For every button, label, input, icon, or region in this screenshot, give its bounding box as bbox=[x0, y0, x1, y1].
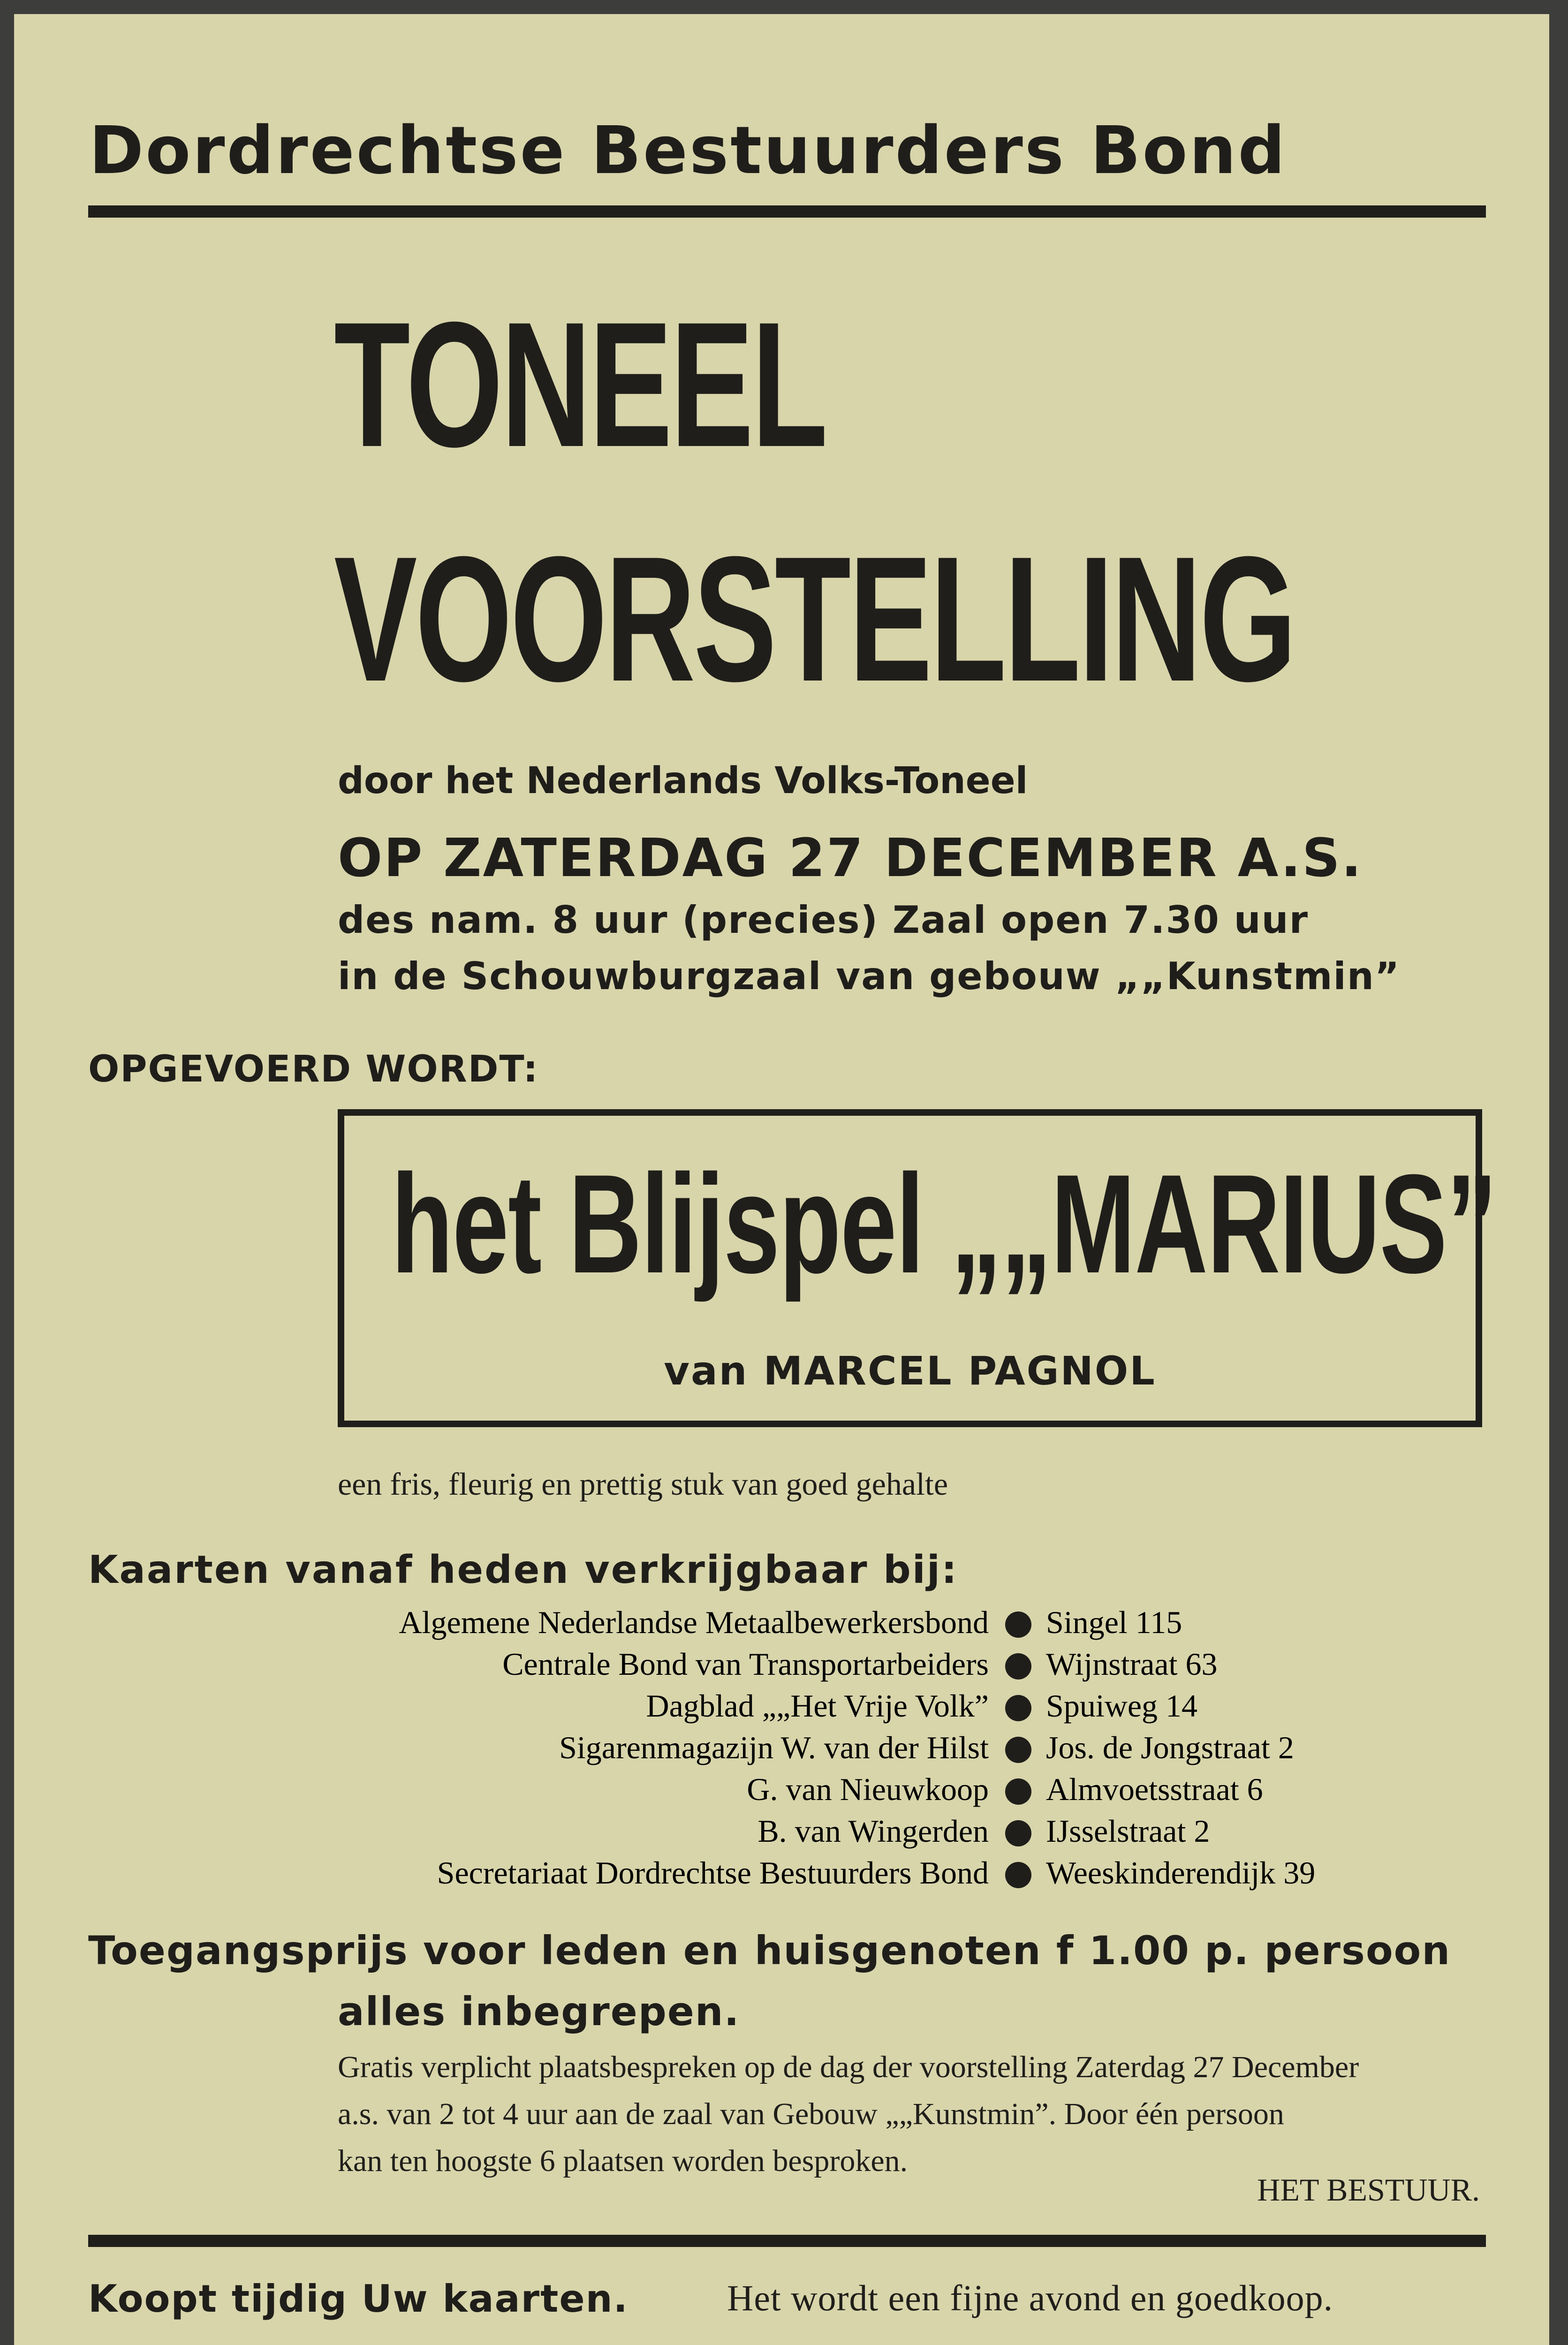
signature: HET BESTUUR. bbox=[1257, 2172, 1480, 2208]
vendor-name: Sigarenmagazijn W. van der Hilst bbox=[559, 1730, 989, 1765]
vendor-name: G. van Nieuwkoop bbox=[747, 1771, 989, 1807]
title-line-1: TONEEL bbox=[334, 285, 826, 484]
staged-label: OPGEVOERD WORDT: bbox=[88, 1048, 539, 1090]
bullet-icon bbox=[1005, 1695, 1031, 1721]
bullet-icon bbox=[1005, 1820, 1031, 1846]
top-divider bbox=[88, 205, 1486, 218]
bullet-icon bbox=[1005, 1611, 1031, 1638]
tickets-heading: Kaarten vanaf heden verkrijgbaar bij: bbox=[88, 1548, 958, 1592]
time-line: des nam. 8 uur (precies) Zaal open 7.30 uur bbox=[338, 898, 1309, 942]
vendor-address: Weeskinderendijk 39 bbox=[1046, 1855, 1316, 1891]
reservation-note-3: kan ten hoogste 6 plaatsen worden besproken. bbox=[338, 2144, 908, 2178]
vendor-name: Centrale Bond van Transportarbeiders bbox=[502, 1646, 989, 1682]
price-line-1: Toegangsprijs voor leden en huisgenoten f 1.00 p. persoon bbox=[88, 1928, 1451, 1974]
play-author: van MARCEL PAGNOL bbox=[664, 1348, 1156, 1394]
play-box bbox=[338, 1109, 1497, 1427]
bullet-icon bbox=[1005, 1653, 1031, 1679]
play-title: het Blijspel „„MARIUS” bbox=[391, 1145, 1497, 1302]
reservation-note-2: a.s. van 2 tot 4 uur aan de zaal van Gebouw „„Kunstmin”. Door één persoon bbox=[338, 2097, 1284, 2131]
venue-line: in de Schouwburgzaal van gebouw „„Kunstmin” bbox=[338, 954, 1401, 998]
vendor-address: Jos. de Jongstraat 2 bbox=[1046, 1730, 1294, 1765]
price-line-2: alles inbegrepen. bbox=[338, 1989, 740, 2035]
vendor-address: Singel 115 bbox=[1046, 1604, 1182, 1640]
vendor-address: Wijnstraat 63 bbox=[1046, 1646, 1218, 1682]
bullet-icon bbox=[1005, 1862, 1031, 1888]
vendor-address: Almvoetsstraat 6 bbox=[1046, 1771, 1263, 1807]
bullet-icon bbox=[1005, 1737, 1031, 1763]
closing-line: Het wordt een fijne avond en goedkoop. bbox=[727, 2277, 1333, 2318]
vendor-name: Dagblad „„Het Vrije Volk” bbox=[646, 1688, 989, 1724]
play-tagline: een fris, fleurig en prettig stuk van goed gehalte bbox=[338, 1466, 948, 1502]
vendor-name: B. van Wingerden bbox=[757, 1813, 989, 1849]
vendor-address: IJsselstraat 2 bbox=[1046, 1813, 1210, 1849]
reservation-note-1: Gratis verplicht plaatsbespreken op de dag der voorstelling Zaterdag 27 December bbox=[338, 2050, 1359, 2084]
bottom-divider bbox=[88, 2235, 1486, 2247]
bullet-icon bbox=[1005, 1778, 1031, 1805]
vendor-address: Spuiweg 14 bbox=[1046, 1688, 1197, 1724]
poster bbox=[14, 14, 1549, 2345]
title-line-2: VOORSTELLING bbox=[334, 519, 1295, 719]
organization-heading: Dordrechtse Bestuurders Bond bbox=[89, 113, 1287, 189]
vendor-name: Secretariaat Dordrechtse Bestuurders Bond bbox=[437, 1855, 989, 1891]
call-to-action: Koopt tijdig Uw kaarten. bbox=[88, 2277, 629, 2321]
date-line: OP ZATERDAG 27 DECEMBER A.S. bbox=[338, 828, 1363, 889]
vendor-name: Algemene Nederlandse Metaalbewerkersbond bbox=[399, 1604, 989, 1640]
performer-line: door het Nederlands Volks-Toneel bbox=[338, 760, 1028, 802]
